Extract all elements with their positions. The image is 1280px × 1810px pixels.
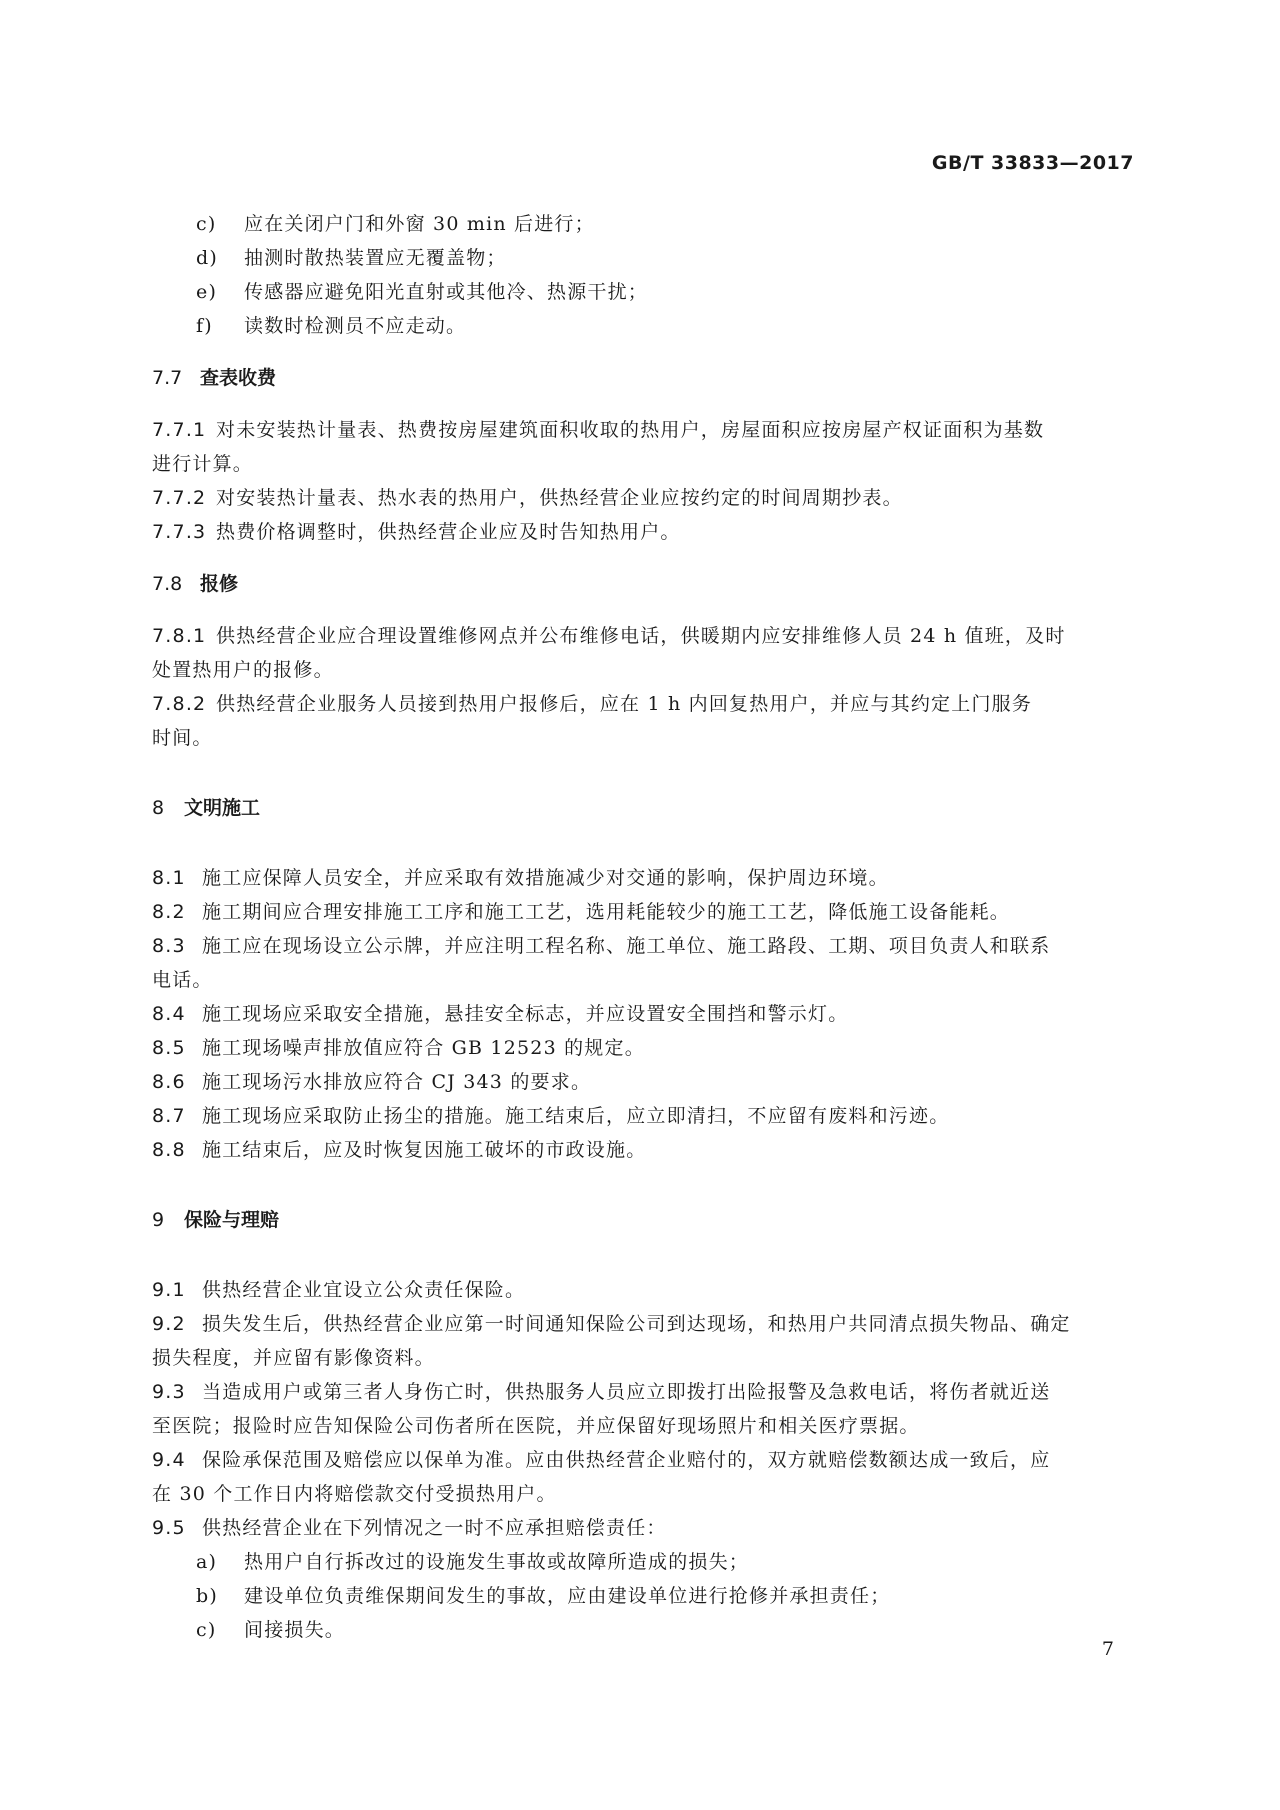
clause-continuation: 损失程度，并应留有影像资料。 — [152, 1347, 435, 1369]
clause-8-5 — [152, 1031, 1140, 1065]
list-text: 抽测时散热装置应无覆盖物； — [244, 247, 507, 269]
section-heading-7-7 — [152, 361, 1140, 395]
list-text: 间接损失。 — [244, 1619, 346, 1641]
clause-text: 损失发生后，供热经营企业应第一时间通知保险公司到达现场，和热用户共同清点损失物品、确定 — [202, 1313, 1071, 1335]
clause-number: 8.7 — [152, 1105, 186, 1127]
list-marker: c) — [196, 1619, 217, 1641]
list-item — [152, 275, 1140, 309]
list-marker: a) — [196, 1551, 218, 1573]
clause-text: 施工期间应合理安排施工工序和施工工艺，选用耗能较少的施工工艺，降低施工设备能耗。 — [202, 901, 1011, 923]
clause-7-7-1 — [152, 413, 1140, 447]
clause-8-7 — [152, 1099, 1140, 1133]
clause-text: 供热经营企业应合理设置维修网点并公布维修电话，供暖期内应安排维修人员 24 h 值班，及时 — [216, 625, 1066, 647]
standard-code: GB/T 33833—2017 — [931, 152, 1134, 174]
list-marker: f) — [196, 315, 213, 337]
clause-number: 8.4 — [152, 1003, 186, 1025]
section-title: 报修 — [200, 573, 239, 595]
clause-number: 9.2 — [152, 1313, 186, 1335]
list-item — [152, 1545, 1140, 1579]
clause-7-8-1 — [152, 619, 1140, 653]
clause-text: 对未安装热计量表、热费按房屋建筑面积收取的热用户，房屋面积应按房屋产权证面积为基数 — [216, 419, 1045, 441]
clause-8-3 — [152, 929, 1140, 963]
clause-text: 施工应在现场设立公示牌，并应注明工程名称、施工单位、施工路段、工期、项目负责人和联系 — [202, 935, 1051, 957]
clause-number: 8.6 — [152, 1071, 186, 1093]
clause-number: 9.5 — [152, 1517, 186, 1539]
list-text: 应在关闭户门和外窗 30 min 后进行； — [244, 213, 595, 235]
clause-text: 施工现场噪声排放值应符合 GB 12523 的规定。 — [202, 1037, 645, 1059]
chapter-title: 保险与理赔 — [184, 1209, 280, 1231]
list-text: 热用户自行拆改过的设施发生事故或故障所造成的损失； — [244, 1551, 750, 1573]
clause-continuation: 至医院；报险时应告知保险公司伤者所在医院，并应保留好现场照片和相关医疗票据。 — [152, 1415, 920, 1437]
list-text: 建设单位负责维保期间发生的事故，应由建设单位进行抢修并承担责任； — [244, 1585, 891, 1607]
section-heading-7-8 — [152, 567, 1140, 601]
clause-text: 热费价格调整时，供热经营企业应及时告知热用户。 — [216, 521, 681, 543]
chapter-heading-8 — [152, 791, 1140, 825]
clause-7-7-3 — [152, 515, 1140, 549]
list-marker: d) — [196, 247, 218, 269]
list-item — [152, 309, 1140, 343]
clause-continuation: 处置热用户的报修。 — [152, 659, 334, 681]
clause-9-4 — [152, 1443, 1140, 1477]
clause-number: 9.4 — [152, 1449, 186, 1471]
clause-text: 施工应保障人员安全，并应采取有效措施减少对交通的影响，保护周边环境。 — [202, 867, 889, 889]
clause-continuation: 在 30 个工作日内将赔偿款交付受损热用户。 — [152, 1483, 557, 1505]
clause-8-1 — [152, 861, 1140, 895]
clause-number: 9.1 — [152, 1279, 186, 1301]
clause-number: 7.7.1 — [152, 419, 207, 441]
list-text: 读数时检测员不应走动。 — [244, 315, 467, 337]
clause-number: 7.7.2 — [152, 487, 207, 509]
clause-number: 8.8 — [152, 1139, 186, 1161]
list-marker: b) — [196, 1585, 218, 1607]
clause-9-3 — [152, 1375, 1140, 1409]
clause-text: 施工现场应采取安全措施，悬挂安全标志，并应设置安全围挡和警示灯。 — [202, 1003, 849, 1025]
clause-number: 8.5 — [152, 1037, 186, 1059]
clause-text: 施工结束后，应及时恢复因施工破坏的市政设施。 — [202, 1139, 647, 1161]
section-number: 7.7 — [152, 367, 183, 389]
clause-continuation: 时间。 — [152, 727, 213, 749]
chapter-title: 文明施工 — [184, 797, 261, 819]
clause-number: 7.7.3 — [152, 521, 207, 543]
clause-text: 供热经营企业在下列情况之一时不应承担赔偿责任： — [202, 1517, 667, 1539]
clause-8-8 — [152, 1133, 1140, 1167]
clause-8-2 — [152, 895, 1140, 929]
clause-8-4 — [152, 997, 1140, 1031]
list-marker: e) — [196, 281, 218, 303]
clause-number: 8.2 — [152, 901, 186, 923]
list-item — [152, 1613, 1140, 1647]
clause-number: 9.3 — [152, 1381, 186, 1403]
section-title: 查表收费 — [200, 367, 277, 389]
clause-number: 7.8.1 — [152, 625, 207, 647]
clause-number: 8.3 — [152, 935, 186, 957]
clause-text: 施工现场污水排放应符合 CJ 343 的要求。 — [202, 1071, 592, 1093]
chapter-number: 9 — [152, 1209, 165, 1231]
clause-text: 供热经营企业服务人员接到热用户报修后，应在 1 h 内回复热用户，并应与其约定上门服务 — [216, 693, 1033, 715]
clause-text: 施工现场应采取防止扬尘的措施。施工结束后，应立即清扫，不应留有废料和污迹。 — [202, 1105, 950, 1127]
clause-7-8-2 — [152, 687, 1140, 721]
clause-7-7-2 — [152, 481, 1140, 515]
clause-9-1 — [152, 1273, 1140, 1307]
clause-number: 7.8.2 — [152, 693, 207, 715]
list-item — [152, 207, 1140, 241]
list-text: 传感器应避免阳光直射或其他冷、热源干扰； — [244, 281, 649, 303]
clause-text: 对安装热计量表、热水表的热用户，供热经营企业应按约定的时间周期抄表。 — [216, 487, 903, 509]
clause-text: 当造成用户或第三者人身伤亡时，供热服务人员应立即拨打出险报警及急救电话，将伤者就近送 — [202, 1381, 1051, 1403]
clause-continuation: 电话。 — [152, 969, 213, 991]
clause-text: 保险承保范围及赔偿应以保单为准。应由供热经营企业赔付的，双方就赔偿数额达成一致后，应 — [202, 1449, 1051, 1471]
clause-continuation: 进行计算。 — [152, 453, 254, 475]
list-item — [152, 241, 1140, 275]
list-item — [152, 1579, 1140, 1613]
clause-9-2 — [152, 1307, 1140, 1341]
chapter-number: 8 — [152, 797, 165, 819]
page-content — [152, 207, 1140, 1647]
clause-8-6 — [152, 1065, 1140, 1099]
page-number: 7 — [1101, 1638, 1114, 1660]
clause-9-5 — [152, 1511, 1140, 1545]
clause-number: 8.1 — [152, 867, 186, 889]
section-number: 7.8 — [152, 573, 183, 595]
list-marker: c) — [196, 213, 217, 235]
clause-text: 供热经营企业宜设立公众责任保险。 — [202, 1279, 526, 1301]
chapter-heading-9 — [152, 1203, 1140, 1237]
